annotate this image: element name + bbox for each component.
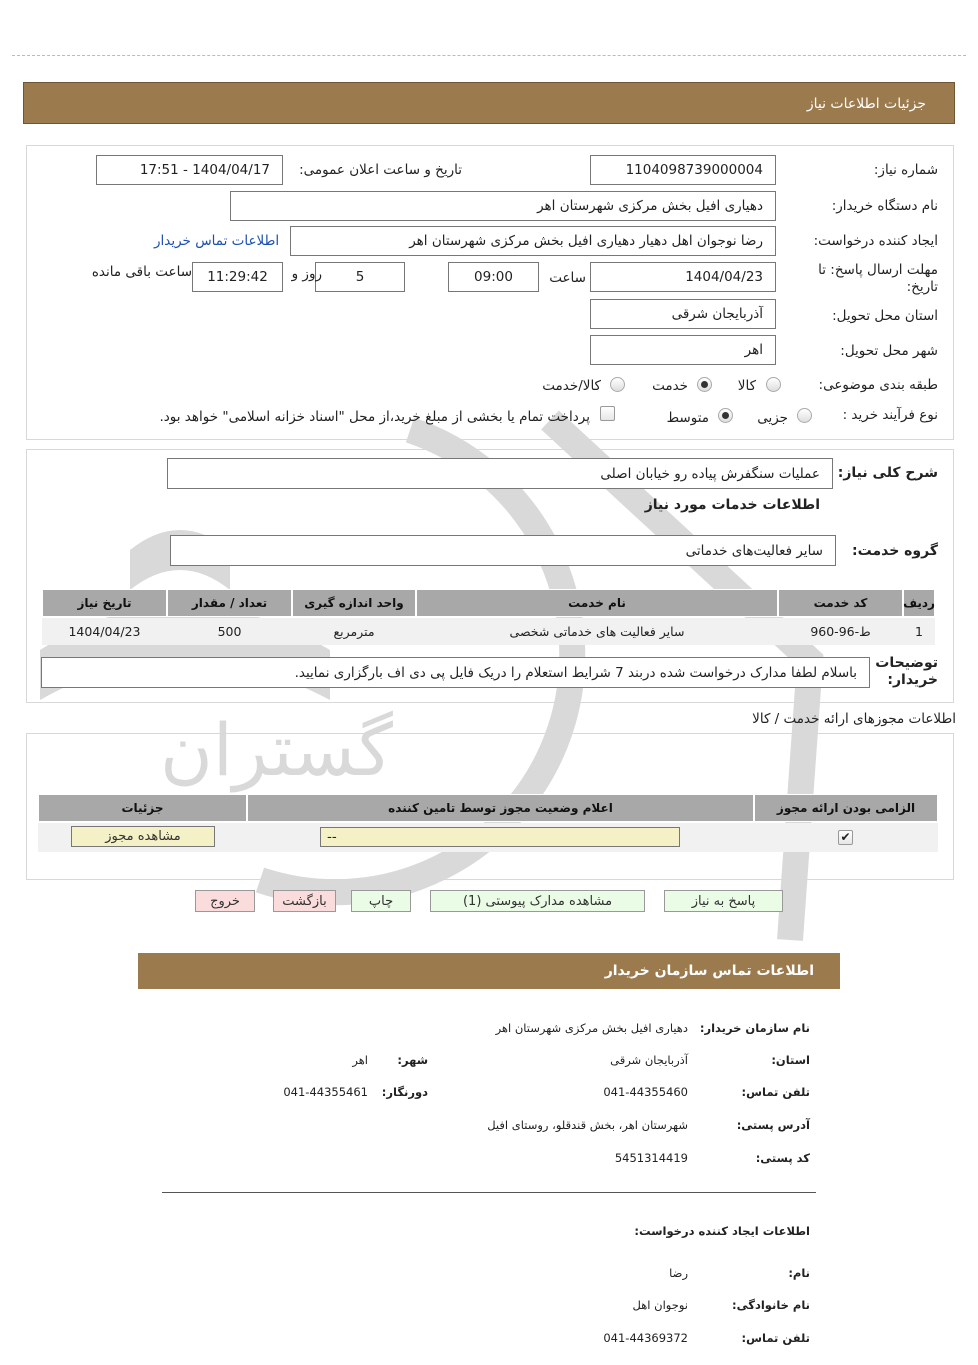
process-radio-medium[interactable] xyxy=(718,408,733,423)
category-radio-service[interactable] xyxy=(697,377,712,392)
category-label: طبقه بندی موضوعی: xyxy=(818,377,938,393)
contact-section-title: اطلاعات تماس سازمان خریدار xyxy=(604,963,814,979)
creator-name-label: نام: xyxy=(788,1266,810,1280)
contact-postal-value: 5451314419 xyxy=(614,1151,688,1165)
permits-title: اطلاعات مجوزهای ارائه خدمت / کالا xyxy=(752,711,956,727)
service-group-label: گروه خدمت: xyxy=(852,543,938,559)
view-attachments-button[interactable]: مشاهده مدارک پیوستی (1) xyxy=(430,890,645,912)
category-radio-goods[interactable] xyxy=(766,377,781,392)
contact-org-label: نام سازمان خریدار: xyxy=(699,1021,810,1035)
back-button[interactable]: بازگشت xyxy=(273,890,336,912)
contact-section-header xyxy=(138,953,840,989)
cell-service-code: ط-96-960 xyxy=(810,624,871,639)
process-label: نوع فرآیند خرید : xyxy=(842,407,938,423)
view-permit-button[interactable]: مشاهده مجوز xyxy=(71,826,215,847)
province-field: آذربایجان شرقی xyxy=(590,299,776,329)
contact-city-label: شهر: xyxy=(397,1053,428,1067)
description-label: شرح کلی نیاز: xyxy=(837,465,938,481)
category-option-service: خدمت xyxy=(652,378,688,394)
city-field: اهر xyxy=(590,335,776,365)
buyer-notes-field: باسلام لطفا مدارک درخواست شده دربند 7 شرایط استعلام را دریک فایل پی دی اف بارگزاری نمایید. xyxy=(41,657,870,688)
process-radio-minor[interactable] xyxy=(797,408,812,423)
category-option-goods-service: کالا/خدمت xyxy=(542,378,601,394)
cell-service-name: سایر فعالیت های خدماتی شخصی xyxy=(509,624,685,639)
process-option-minor: جزیی xyxy=(757,410,788,426)
contact-divider xyxy=(162,1192,816,1193)
requester-field: رضا نوجوان اهل دهیار دهیاری افیل بخش مرکزی شهرستان اهر xyxy=(290,226,776,256)
creator-phone-value: 041-44369372 xyxy=(603,1331,688,1345)
remaining-label: ساعت باقی مانده xyxy=(91,264,192,280)
cell-row-number: 1 xyxy=(915,624,923,639)
creator-phone-label: تلفن تماس: xyxy=(741,1331,810,1345)
col-header-service-name: نام خدمت xyxy=(416,589,778,617)
contact-phone-label: تلفن تماس: xyxy=(741,1085,810,1099)
services-title: اطلاعات خدمات مورد نیاز xyxy=(644,497,820,513)
requester-label: ایجاد کننده درخواست: xyxy=(813,233,938,249)
col-header-permit-status: اعلام وضعیت مجوز توسط تامین کننده xyxy=(247,794,754,822)
table-row xyxy=(42,618,935,645)
permit-required-checkbox[interactable]: ✔ xyxy=(838,830,853,845)
cell-need-date: 1404/04/23 xyxy=(68,624,141,639)
col-header-quantity: تعداد / مقدار xyxy=(167,589,292,617)
time-label: ساعت xyxy=(549,270,586,286)
creator-section-title: اطلاعات ایجاد کننده درخواست: xyxy=(634,1224,810,1238)
services-table xyxy=(42,589,935,645)
creator-family-label: نام خانوادگی: xyxy=(732,1298,810,1312)
creator-family-value: نوجوان اهل xyxy=(632,1298,688,1312)
remaining-time-field: 11:29:42 xyxy=(192,262,283,292)
col-header-service-code: کد خدمت xyxy=(778,589,903,617)
reply-button[interactable]: پاسخ به نیاز xyxy=(664,890,783,912)
col-header-permit-required: الزامی بودن ارائه مجوز xyxy=(754,794,938,822)
city-label: شهر محل تحویل: xyxy=(840,343,938,359)
process-option-medium: متوسط xyxy=(666,410,709,426)
province-label: استان محل تحویل: xyxy=(832,308,938,324)
contact-org-value: دهیاری افیل بخش مرکزی شهرستان اهر xyxy=(495,1021,688,1035)
deadline-time-field: 09:00 xyxy=(448,262,539,292)
cell-quantity: 500 xyxy=(217,624,242,639)
permits-table xyxy=(38,794,938,852)
service-group-field: سایر فعالیت‌های خدماتی xyxy=(170,535,836,566)
description-field: عملیات سنگفرش پیاده رو خیابان اصلی xyxy=(167,458,833,489)
need-number-label: شماره نیاز: xyxy=(873,162,938,178)
contact-fax-label: دورنگار: xyxy=(381,1085,428,1099)
contact-address-value: شهرستان اهر، بخش قندقلو، روستای افیل xyxy=(487,1118,688,1132)
deadline-date-field: 1404/04/23 xyxy=(590,262,776,292)
days-field: 5 xyxy=(315,262,405,292)
category-radio-goods-service[interactable] xyxy=(610,377,625,392)
buyer-contact-link[interactable]: اطلاعات تماس خریدار xyxy=(154,233,280,249)
buyer-notes-label: توضیحات خریدار: xyxy=(875,655,938,688)
need-number-field: 1104098739000004 xyxy=(590,155,776,185)
payment-note: پرداخت تمام یا بخشی از مبلغ خرید،از محل "اسناد خزانه اسلامی" خواهد بود. xyxy=(159,409,590,425)
contact-city-value: اهر xyxy=(352,1053,368,1067)
contact-address-label: آدرس پستی: xyxy=(736,1118,810,1132)
permit-row xyxy=(38,823,938,852)
col-header-row-number: ردیف xyxy=(903,589,935,617)
col-header-unit: واحد اندازه گیری xyxy=(292,589,416,617)
exit-button[interactable]: خروج xyxy=(195,890,255,912)
treasury-payment-checkbox[interactable] xyxy=(600,406,615,421)
deadline-label: مهلت ارسال پاسخ: تا تاریخ: xyxy=(818,262,938,295)
buyer-org-label: نام دستگاه خریدار: xyxy=(831,198,938,214)
page-header xyxy=(23,82,955,124)
contact-phone-value: 041-44355460 xyxy=(603,1085,688,1099)
page-title: جزئیات اطلاعات نیاز xyxy=(806,96,926,112)
buyer-org-field: دهیاری افیل بخش مرکزی شهرستان اهر xyxy=(230,191,776,221)
contact-province-label: استان: xyxy=(771,1053,810,1067)
col-header-details: جزئیات xyxy=(38,794,247,822)
top-dashed-divider xyxy=(12,55,966,56)
permit-status-field[interactable]: -- xyxy=(320,827,680,847)
announce-label: تاریخ و ساعت اعلان عمومی: xyxy=(299,162,462,178)
contact-fax-value: 041-44355461 xyxy=(283,1085,368,1099)
print-button[interactable]: چاپ xyxy=(351,890,411,912)
cell-unit: مترمربع xyxy=(333,624,375,639)
contact-postal-label: کد پستی: xyxy=(755,1151,810,1165)
contact-province-value: آذربایجان شرقی xyxy=(610,1053,688,1067)
category-option-goods: کالا xyxy=(737,378,756,394)
watermark-text: گستران xyxy=(160,708,393,792)
announce-datetime-field: 1404/04/17 - 17:51 xyxy=(96,155,283,185)
days-label: روز و xyxy=(291,266,322,282)
creator-name-value: رضا xyxy=(669,1266,688,1280)
col-header-need-date: تاریخ نیاز xyxy=(42,589,167,617)
